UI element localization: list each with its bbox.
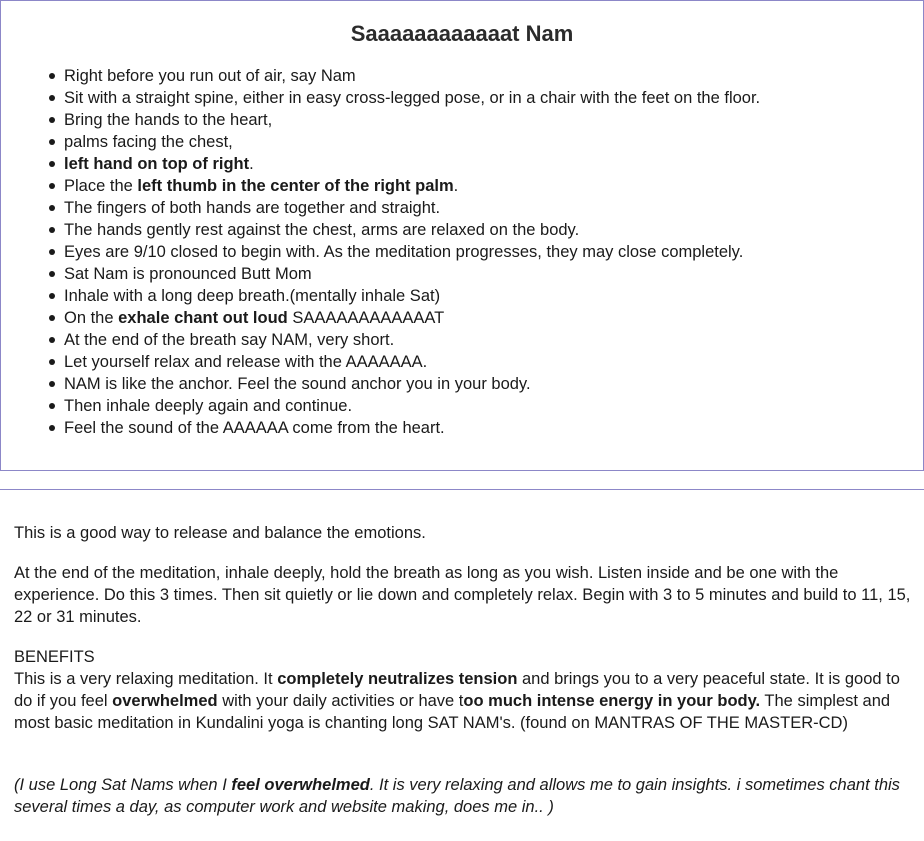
step-text: palms facing the chest, (64, 133, 233, 151)
ending-paragraph: At the end of the meditation, inhale deeply, hold the breath as long as you wish. Listen inside and be one with the experience. Do this 3 times. Then sit quietly or lie down and completely relax. Begin with 3 to 5 minutes and build to 11, 15, 22 or 31 minutes. (14, 564, 911, 626)
benefits-heading: BENEFITS (14, 648, 95, 666)
benefits-bold-2: overwhelmed (112, 692, 218, 710)
step-text-after: . (249, 155, 254, 173)
step-text: Sit with a straight spine, either in easy cross-legged pose, or in a chair with the feet on the floor. (64, 89, 761, 107)
benefits-bold-3: oo much intense energy in your body. (463, 692, 761, 710)
step-item (64, 109, 760, 131)
step-item (64, 153, 760, 175)
step-item (64, 175, 760, 197)
step-item (64, 263, 760, 285)
step-emphasis: exhale chant out loud (118, 309, 288, 327)
benefits-text-2: and brings you to a very peaceful state. It is good to do if you feel (14, 670, 900, 710)
step-text: NAM is like the anchor. Feel the sound anchor you in your body. (64, 375, 531, 393)
benefits-text-1: This is a very relaxing meditation. It (14, 670, 278, 688)
step-text: Right before you run out of air, say Nam (64, 67, 356, 85)
step-text: The fingers of both hands are together and straight. (64, 199, 441, 217)
note-bold: feel overwhelmed (231, 776, 370, 794)
step-text: Inhale with a long deep breath.(mentally inhale Sat) (64, 287, 441, 305)
benefits-paragraph (14, 646, 914, 734)
step-text: Let yourself relax and release with the AAAAAAA. (64, 353, 428, 371)
step-text: Place the (64, 177, 138, 195)
benefits-text-4: The simplest and most basic meditation in Kundalini yoga is chanting long SAT NAM's. (found on MANTRAS OF THE MASTER-CD) (14, 692, 891, 732)
step-text: Feel the sound of the AAAAAA come from the heart. (64, 419, 445, 437)
intro-paragraph: This is a good way to release and balance the emotions. (14, 524, 426, 542)
step-text-after: . (453, 177, 459, 195)
step-emphasis: left thumb in the center of the right palm (137, 177, 454, 195)
step-item (64, 373, 760, 395)
step-item (64, 329, 760, 351)
personal-note (14, 774, 914, 818)
step-emphasis: left hand on top of right (64, 155, 250, 173)
step-text: Sat Nam is pronounced Butt Mom (64, 265, 312, 283)
step-item (64, 197, 760, 219)
step-item (64, 395, 760, 417)
steps-list (0, 65, 760, 439)
step-item (64, 351, 760, 373)
step-item (64, 285, 760, 307)
step-text-after: SAAAAAAAAAAAAT (287, 309, 445, 327)
step-text: Bring the hands to the heart, (64, 111, 273, 129)
note-text-2: . It is very relaxing and allows me to gain insights. i sometimes chant this several times a day, as computer work and website making, does me in.. ) (14, 776, 900, 816)
step-text: On the (64, 309, 119, 327)
step-item (64, 307, 760, 329)
step-text: At the end of the breath say NAM, very short. (64, 331, 395, 349)
step-item (64, 131, 760, 153)
page-title: Saaaaaaaaaaaat Nam (350, 21, 574, 46)
note-text-1: (I use Long Sat Nams when I (14, 776, 232, 794)
step-item (64, 417, 760, 439)
step-item (64, 219, 760, 241)
step-text: Then inhale deeply again and continue. (64, 397, 353, 415)
benefits-text-3: with your daily activities or have t (217, 692, 464, 710)
step-item (64, 241, 760, 263)
step-text: The hands gently rest against the chest, arms are relaxed on the body. (64, 221, 580, 239)
step-text: Eyes are 9/10 closed to begin with. As the meditation progresses, they may close completely. (64, 243, 744, 261)
step-item (64, 87, 760, 109)
step-item (64, 65, 760, 87)
benefits-bold-1: completely neutralizes tension (277, 670, 518, 688)
